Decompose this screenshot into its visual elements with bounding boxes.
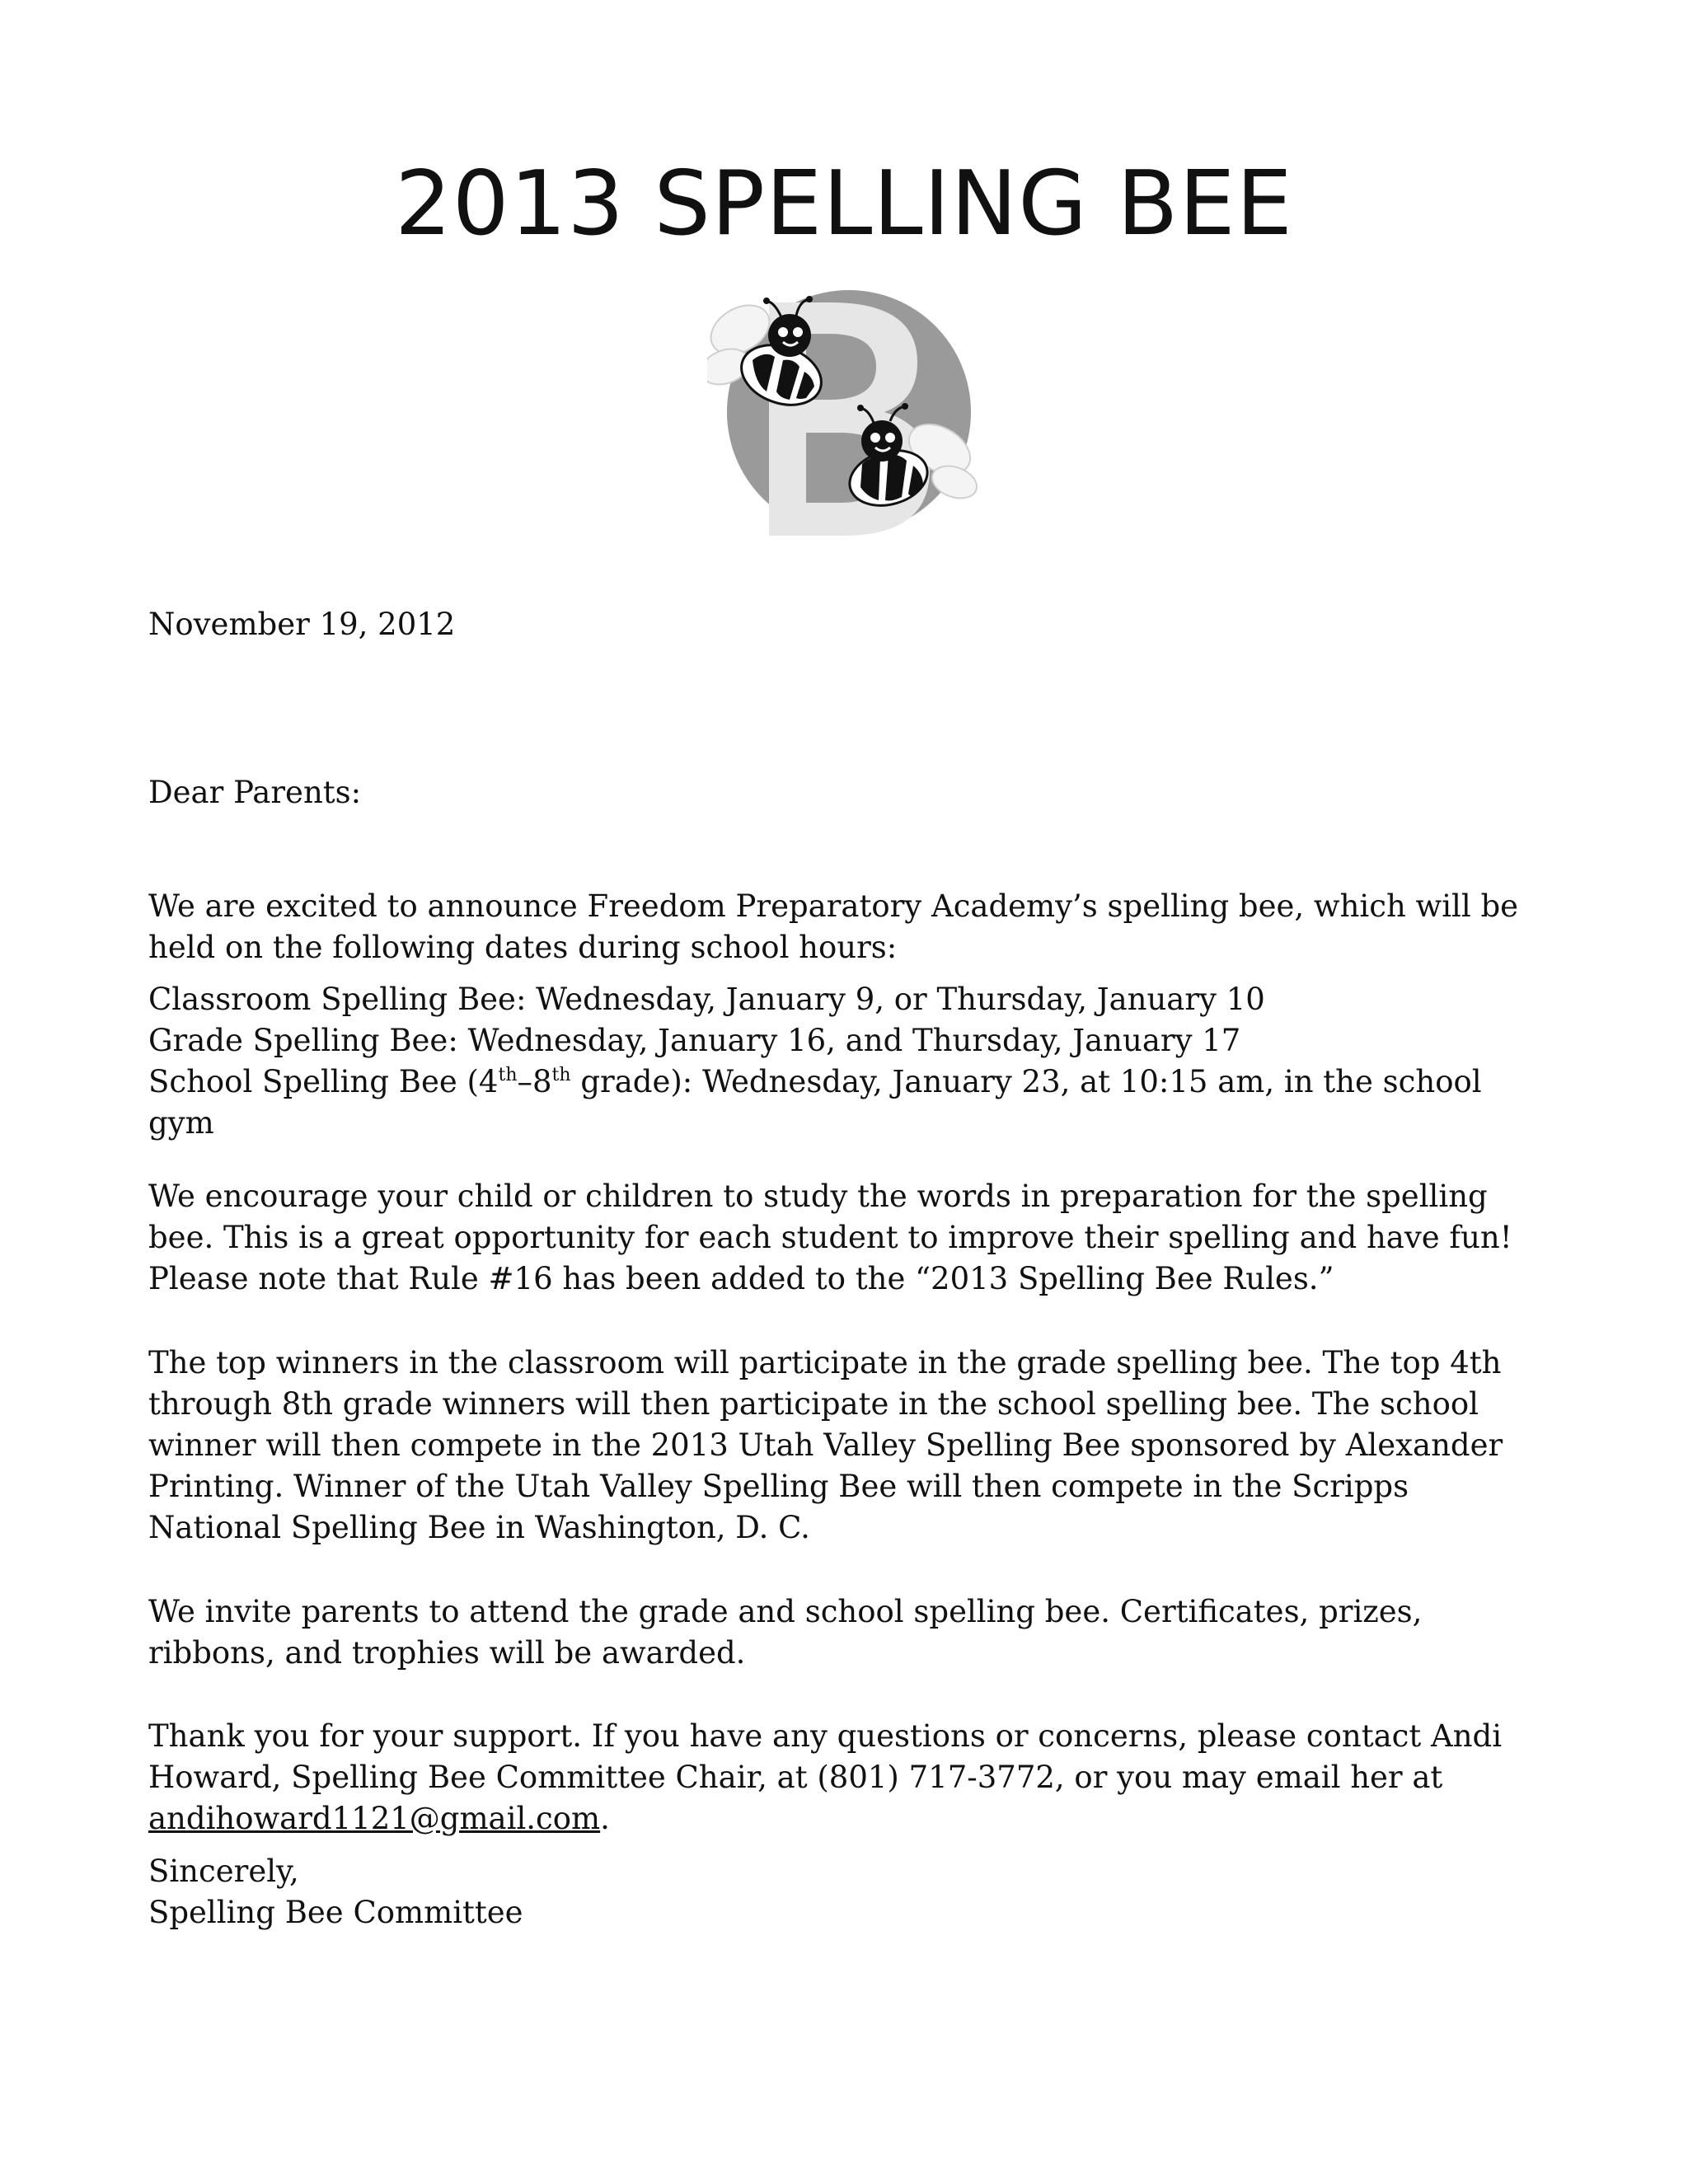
contact-paragraph xyxy=(148,1716,1550,1840)
page-title: 2013 SPELLING BEE xyxy=(395,152,1293,255)
letter-date: November 19, 2012 xyxy=(148,607,456,642)
contact-end: . xyxy=(600,1801,610,1836)
bee-logo-icon xyxy=(707,284,979,540)
winners-paragraph: The top winners in the classroom will participate in the grade spelling bee. The top 4th through 8th grade winners will then participate in the school spelling bee. The school winner will then compete in the 2013 Utah Valley Spelling Bee sponsored by Alexander Printing. Winner of the Utah Valley Spelling Bee will then compete in the Scripps National Spelling Bee in Washington, D. C. xyxy=(148,1345,1503,1545)
salutation: Dear Parents: xyxy=(148,775,362,810)
schedule-list xyxy=(148,979,1550,1144)
schedule-school-sup2: th xyxy=(551,1065,571,1085)
schedule-grade: Grade Spelling Bee: Wednesday, January 16, and Thursday, January 17 xyxy=(148,1023,1241,1058)
schedule-school-suffix: grade): Wednesday, January 23, at 10:15 am, in the school gym xyxy=(148,1064,1482,1141)
closing-line-1: Sincerely, xyxy=(148,1854,299,1889)
invite-paragraph: We invite parents to attend the grade and school spelling bee. Certificates, prizes, ribbons, and trophies will be awarded. xyxy=(148,1594,1423,1671)
schedule-school-sup1: th xyxy=(498,1065,518,1085)
contact-text: Thank you for your support. If you have any questions or concerns, please contact Andi Howard, Spelling Bee Committee Chair, at (801) 717-3772, or you may email her at xyxy=(148,1718,1503,1795)
email-link[interactable]: andihoward1121@gmail.com xyxy=(148,1801,601,1836)
closing-signature: Spelling Bee Committee xyxy=(148,1895,523,1930)
encourage-paragraph: We encourage your child or children to study the words in preparation for the spelling bee. This is a great opportunity for each student to improve their spelling and have fun! Please note that Rule #16 has been added to the “2013 Spelling Bee Rules.” xyxy=(148,1179,1512,1296)
intro-paragraph: We are excited to announce Freedom Preparatory Academy’s spelling bee, which will be held on the following dates during school hours: xyxy=(148,888,1519,965)
schedule-classroom: Classroom Spelling Bee: Wednesday, January 9, or Thursday, January 10 xyxy=(148,982,1265,1017)
schedule-school xyxy=(148,1062,1550,1144)
schedule-school-prefix: School Spelling Bee (4 xyxy=(148,1064,499,1099)
schedule-school-mid: –8 xyxy=(517,1064,552,1099)
closing xyxy=(148,1851,1550,1933)
